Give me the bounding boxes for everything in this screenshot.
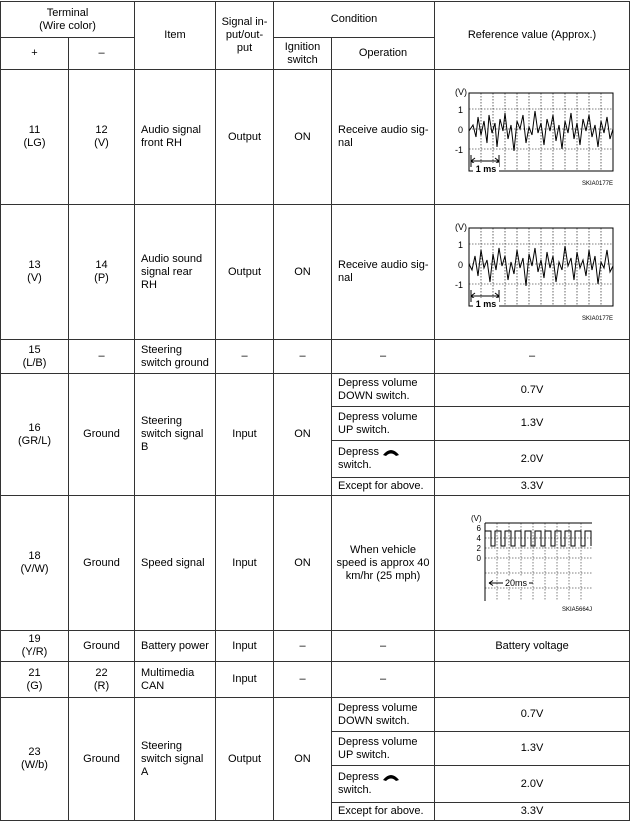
reference-value: 0.7V bbox=[435, 698, 630, 732]
table-row bbox=[1, 340, 630, 374]
operation: Depress volume UP switch. bbox=[332, 732, 435, 766]
item-name: Battery power bbox=[135, 631, 216, 662]
item-name: Steering switch signal B bbox=[135, 374, 216, 496]
ignition-switch: ON bbox=[274, 496, 332, 631]
terminal-minus: Ground bbox=[69, 631, 135, 662]
reference-value: 2.0V bbox=[435, 766, 630, 803]
reference-value: 3.3V bbox=[435, 803, 630, 821]
signal-io: Input bbox=[216, 631, 274, 662]
terminal-plus: 18 (V/W) bbox=[1, 496, 69, 631]
terminal-minus: 12 (V) bbox=[69, 70, 135, 205]
speed-pulse-waveform bbox=[467, 511, 597, 615]
minus-header: – bbox=[69, 38, 135, 70]
reference-value: Battery voltage bbox=[435, 631, 630, 662]
signal-io: Output bbox=[216, 698, 274, 821]
operation: Depress volume UP switch. bbox=[332, 407, 435, 441]
wave-tick: 2 bbox=[476, 544, 482, 553]
reference-waveform bbox=[435, 496, 630, 631]
scale-label: 1 ms bbox=[475, 299, 497, 309]
terminal-plus: 19 (Y/R) bbox=[1, 631, 69, 662]
terminal-minus: – bbox=[69, 340, 135, 374]
item-header: Item bbox=[135, 2, 216, 70]
operation: – bbox=[332, 662, 435, 698]
terminal-header: Terminal (Wire color) bbox=[1, 2, 135, 38]
wave-unit: (V) bbox=[471, 514, 482, 523]
signal-io: Input bbox=[216, 662, 274, 698]
plus-header: + bbox=[1, 38, 69, 70]
wave-tick: 0 bbox=[476, 554, 482, 563]
reference-value bbox=[435, 662, 630, 698]
table-row bbox=[1, 631, 630, 662]
ignition-switch: ON bbox=[274, 205, 332, 340]
ignition-switch: ON bbox=[274, 70, 332, 205]
figure-code: SKIA0177E bbox=[581, 181, 614, 187]
reference-value: 3.3V bbox=[435, 478, 630, 496]
signal-io: Output bbox=[216, 205, 274, 340]
wave-tick: 1 bbox=[458, 105, 464, 115]
terminal-plus: 21 (G) bbox=[1, 662, 69, 698]
operation: Except for above. bbox=[332, 803, 435, 821]
ignition-switch: ON bbox=[274, 698, 332, 821]
table-row bbox=[1, 698, 630, 732]
reference-waveform bbox=[435, 205, 630, 340]
ignition-switch: – bbox=[274, 662, 332, 698]
wave-tick: -1 bbox=[455, 145, 464, 155]
terminal-plus: 23 (W/b) bbox=[1, 698, 69, 821]
wave-tick: -1 bbox=[455, 280, 464, 290]
signal-io: Input bbox=[216, 496, 274, 631]
terminal-minus: 22 (R) bbox=[69, 662, 135, 698]
reference-value: 1.3V bbox=[435, 407, 630, 441]
terminal-plus: 16 (GR/L) bbox=[1, 374, 69, 496]
table-row bbox=[1, 662, 630, 698]
audio-waveform-front bbox=[447, 85, 617, 189]
operation-text: switch. bbox=[338, 784, 372, 796]
operation: Except for above. bbox=[332, 478, 435, 496]
item-name: Audio signal front RH bbox=[135, 70, 216, 205]
item-name: Speed signal bbox=[135, 496, 216, 631]
ignition-switch: – bbox=[274, 631, 332, 662]
ignition-switch-header: Ignition switch bbox=[274, 38, 332, 70]
operation bbox=[332, 441, 435, 478]
reference-value: 0.7V bbox=[435, 374, 630, 407]
table-row bbox=[1, 205, 630, 340]
terminal-plus: 13 (V) bbox=[1, 205, 69, 340]
item-name: Steering switch ground bbox=[135, 340, 216, 374]
terminal-reference-table bbox=[0, 1, 630, 821]
operation: – bbox=[332, 631, 435, 662]
operation: Receive audio sig- nal bbox=[332, 70, 435, 205]
signal-io: Output bbox=[216, 70, 274, 205]
ignition-switch: – bbox=[274, 340, 332, 374]
phone-icon bbox=[382, 773, 400, 782]
operation-text: switch. bbox=[338, 459, 372, 471]
table-row bbox=[1, 374, 630, 407]
operation: Depress volume DOWN switch. bbox=[332, 374, 435, 407]
item-name: Multimedia CAN bbox=[135, 662, 216, 698]
figure-code: SKIA0177E bbox=[581, 316, 614, 322]
operation-header: Operation bbox=[332, 38, 435, 70]
wave-unit: (V) bbox=[455, 222, 468, 232]
terminal-plus: 15 (L/B) bbox=[1, 340, 69, 374]
table-row bbox=[1, 496, 630, 631]
operation: Depress volume DOWN switch. bbox=[332, 698, 435, 732]
terminal-plus: 11 (LG) bbox=[1, 70, 69, 205]
operation-text: Depress bbox=[338, 446, 379, 458]
condition-header: Condition bbox=[274, 2, 435, 38]
wave-tick: 0 bbox=[458, 260, 464, 270]
item-name: Steering switch signal A bbox=[135, 698, 216, 821]
terminal-minus: Ground bbox=[69, 374, 135, 496]
operation: – bbox=[332, 340, 435, 374]
signal-io-header: Signal in- put/out- put bbox=[216, 2, 274, 70]
operation bbox=[332, 766, 435, 803]
reference-value: – bbox=[435, 340, 630, 374]
ignition-switch: ON bbox=[274, 374, 332, 496]
figure-code: SKIA5664J bbox=[561, 607, 593, 613]
reference-value: 2.0V bbox=[435, 441, 630, 478]
item-name: Audio sound signal rear RH bbox=[135, 205, 216, 340]
audio-waveform-rear bbox=[447, 220, 617, 324]
operation: Receive audio sig- nal bbox=[332, 205, 435, 340]
signal-io: – bbox=[216, 340, 274, 374]
speed-pulse-trace bbox=[485, 531, 591, 546]
table-row bbox=[1, 70, 630, 205]
terminal-minus: Ground bbox=[69, 698, 135, 821]
terminal-minus: Ground bbox=[69, 496, 135, 631]
scale-label: 1 ms bbox=[475, 164, 497, 174]
wave-tick: 1 bbox=[458, 240, 464, 250]
operation: When vehicle speed is approx 40 km/hr (25 mph) bbox=[332, 496, 435, 631]
wave-tick: 0 bbox=[458, 125, 464, 135]
scale-label: 20ms bbox=[505, 578, 528, 588]
wave-unit: (V) bbox=[455, 87, 468, 97]
signal-io: Input bbox=[216, 374, 274, 496]
wave-tick: 6 bbox=[476, 524, 482, 533]
operation-text: Depress bbox=[338, 771, 379, 783]
reference-header: Reference value (Approx.) bbox=[435, 2, 630, 70]
phone-icon bbox=[382, 448, 400, 457]
reference-value: 1.3V bbox=[435, 732, 630, 766]
terminal-minus: 14 (P) bbox=[69, 205, 135, 340]
reference-waveform bbox=[435, 70, 630, 205]
wave-tick: 4 bbox=[476, 534, 482, 543]
